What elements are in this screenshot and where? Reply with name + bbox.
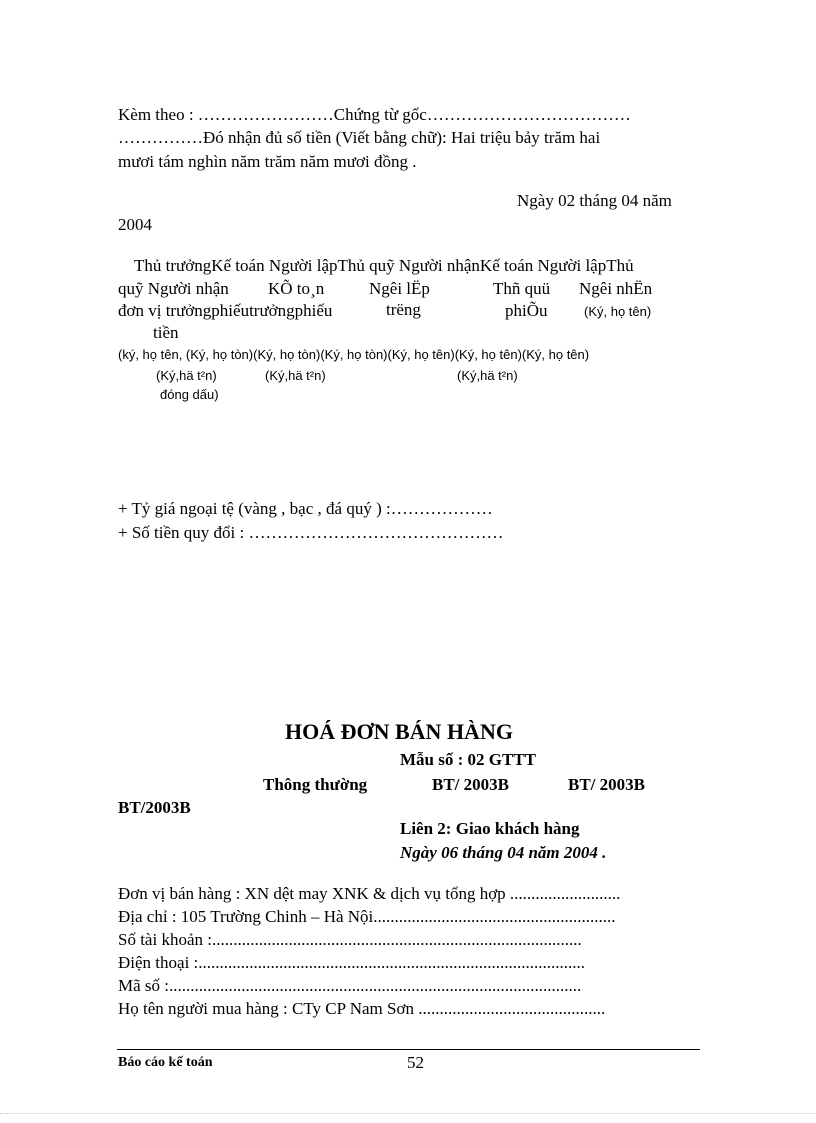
exchange-rate-line: + Tỷ giá ngoại tệ (vàng , bạc , đá quý ) :……………… — [118, 499, 493, 518]
signature-row3-d: (Ký, họ tên) — [584, 304, 652, 319]
converted-amount-line: + Số tiền quy đổi : ……………………………………… — [118, 523, 504, 542]
signature-row2-c: Ngêi lËp — [369, 279, 430, 298]
invoice-form-number: Mẫu số : 02 GTTT — [400, 750, 537, 769]
receipt-year: 2004 — [118, 215, 152, 234]
invoice-series-3: BT/2003B — [118, 798, 191, 817]
signature-row2-a: quỹ Người nhận — [118, 279, 229, 298]
invoice-type: Thông thường — [263, 775, 368, 794]
buyer-field: Họ tên người mua hàng : CTy CP Nam Sơn ............................................ — [118, 999, 606, 1018]
signature-row2-d: Thñ quü — [493, 279, 551, 298]
receipt-date: Ngày 02 tháng 04 năm — [517, 191, 672, 210]
invoice-series-1: BT/ 2003B — [432, 775, 509, 794]
tax-code-field: Mã số :................................................................................................. — [118, 976, 582, 995]
signature-row2-b: KÕ to¸n — [268, 279, 325, 298]
address-field: Địa chỉ : 105 Trường Chinh – Hà Nội......................................................... — [118, 907, 616, 926]
signature-row6-a: (Ký,hä t²n) — [156, 368, 217, 383]
page-number: 52 — [407, 1053, 424, 1072]
received-amount-line: ……………Đó nhận đủ số tiền (Viết bằng chữ): Hai triệu bảy trăm hai — [118, 128, 601, 147]
invoice-copy: Liên 2: Giao khách hàng — [400, 819, 580, 838]
account-field: Số tài khoản :....................................................................................... — [118, 930, 582, 949]
signature-row2-e: Ngêi nhËn — [579, 279, 653, 298]
signature-row4: tiền — [153, 323, 179, 342]
signature-stamp-note: đóng dấu) — [160, 387, 219, 402]
signature-row6-c: (Ký,hä t²n) — [457, 368, 518, 383]
attachment-line: Kèm theo : ……………………Chứng từ gốc……………………………… — [118, 105, 631, 124]
signature-row6-b: (Ký,hä t²n) — [265, 368, 326, 383]
invoice-title: HOÁ ĐƠN BÁN HÀNG — [285, 719, 513, 744]
signature-row3-c: phiÕu — [505, 301, 548, 320]
invoice-date: Ngày 06 tháng 04 năm 2004 . — [400, 843, 607, 862]
amount-in-words-line: mươi tám nghìn năm trăm năm mươi đồng . — [118, 152, 417, 171]
signature-titles-row: Thủ trưởngKế toán Người lậpThủ quỹ Người nhậnKế toán Người lậpThủ — [134, 256, 634, 275]
footer-label: Báo cáo kế toán — [118, 1055, 213, 1070]
signature-name-notes: (ký, họ tên, (Ký, họ tòn)(Ký, họ tòn)(Ký, họ tòn)(Ký, họ tên)(Ký, họ tên)(Ký, họ tên) — [118, 347, 590, 362]
signature-row3-a: đơn vị trưởngphiếutrưởngphiếu — [118, 301, 333, 320]
invoice-series-2: BT/ 2003B — [568, 775, 645, 794]
seller-field: Đơn vị bán hàng : XN dệt may XNK & dịch vụ tổng hợp .......................... — [118, 884, 621, 903]
page-bottom-divider — [0, 1113, 816, 1114]
signature-row3-b: trëng — [386, 300, 421, 319]
phone-field: Điện thoại :........................................................................................... — [118, 953, 586, 972]
footer-rule — [117, 1049, 700, 1050]
